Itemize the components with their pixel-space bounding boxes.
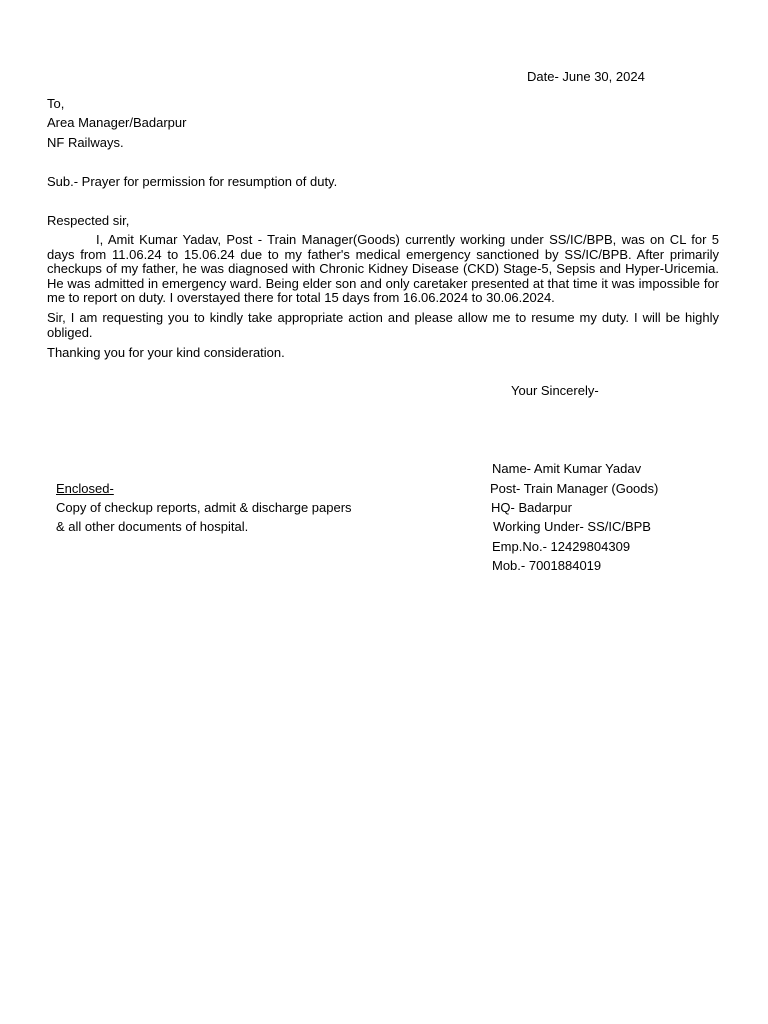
subject-line: Sub.- Prayer for permission for resumption of duty. — [47, 174, 338, 189]
signature-emp-no: Emp.No.- 12429804309 — [492, 539, 631, 554]
signature-hq: HQ- Badarpur — [491, 500, 572, 515]
salutation: Respected sir, — [47, 213, 130, 228]
enclosed-line-1: Copy of checkup reports, admit & discharge papers — [56, 500, 352, 515]
body-paragraph-2: Sir, I am requesting you to kindly take appropriate action and please allow me to resume my duty. I will be highly obliged. — [47, 310, 719, 340]
address-to: To, — [47, 96, 65, 111]
body-paragraph-1: I, Amit Kumar Yadav, Post - Train Manager(Goods) currently working under SS/IC/BPB, was on CL for 5 days from 11.06.24 to 15.06.24 due to my father's medical emergency sanctioned by SS/IC/BPB. After primarily checkups of my father, he was diagnosed with Chronic Kidney Disease (CKD) Stage-5, Sepsis and Hyper-Uricemia. He was admitted in emergency ward. Being elder son and only caretaker presented at that time it was impossible for me to report on duty. I overstayed there for total 15 days from 16.06.2024 to 30.06.2024. — [47, 232, 719, 306]
signature-name: Name- Amit Kumar Yadav — [492, 461, 642, 476]
enclosed-line-2: & all other documents of hospital. — [56, 519, 249, 534]
address-line-2: NF Railways. — [47, 135, 124, 150]
enclosed-heading: Enclosed- — [56, 481, 114, 496]
letter-date: Date- June 30, 2024 — [527, 69, 645, 84]
signature-mobile: Mob.- 7001884019 — [492, 558, 602, 573]
body-paragraph-3: Thanking you for your kind consideration. — [47, 345, 285, 360]
address-line-1: Area Manager/Badarpur — [47, 115, 187, 130]
closing: Your Sincerely- — [511, 383, 599, 398]
signature-working-under: Working Under- SS/IC/BPB — [493, 519, 651, 534]
signature-post: Post- Train Manager (Goods) — [490, 481, 659, 496]
